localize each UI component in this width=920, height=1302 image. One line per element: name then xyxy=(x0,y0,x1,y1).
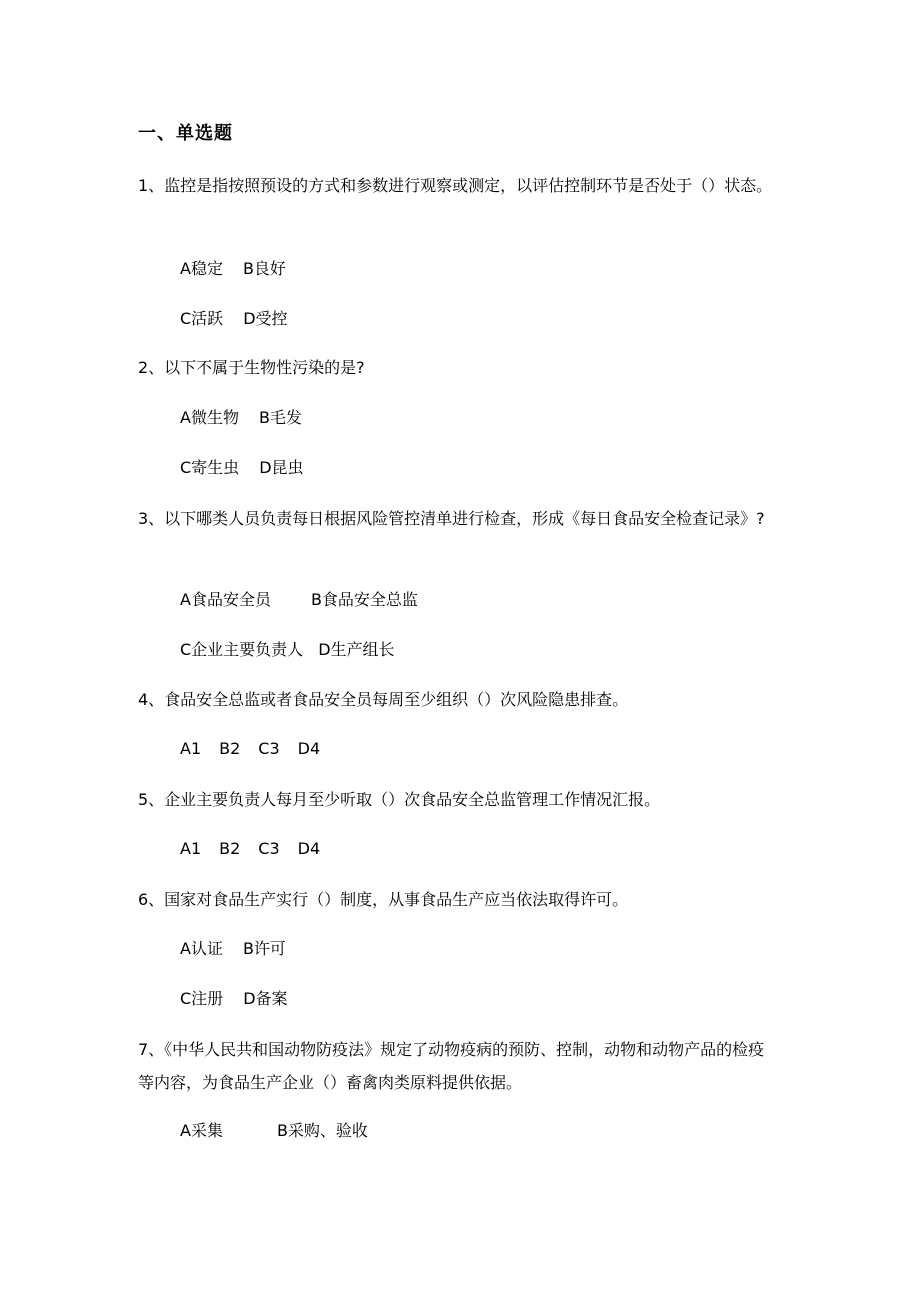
question-3-options-row-1 xyxy=(180,589,418,611)
option-d: D4 xyxy=(297,839,321,858)
question-6-options-row-2 xyxy=(180,988,288,1010)
question-6-stem: 6、国家对食品生产实行（）制度，从事食品生产应当依法取得许可。 xyxy=(138,890,629,909)
option-a: A1 xyxy=(180,839,202,858)
question-6-options-row-1 xyxy=(180,938,286,960)
question-2-options-row-2 xyxy=(180,457,304,479)
section-title: 一、单选题 xyxy=(138,123,233,144)
option-c: C3 xyxy=(258,739,280,758)
option-c: C活跃 xyxy=(180,309,224,328)
option-d: D备案 xyxy=(243,989,288,1008)
option-c: C注册 xyxy=(180,989,224,1008)
option-a: A食品安全员 xyxy=(180,590,271,609)
question-7-options xyxy=(180,1120,368,1142)
question-2-stem: 2、以下不属于生物性污染的是? xyxy=(138,358,365,377)
option-a: A微生物 xyxy=(180,408,239,427)
option-b: B2 xyxy=(219,739,241,758)
option-a: A1 xyxy=(180,739,202,758)
option-d: D昆虫 xyxy=(259,458,304,477)
option-b: B2 xyxy=(219,839,241,858)
option-d: D生产组长 xyxy=(318,640,395,659)
option-b: B良好 xyxy=(242,259,286,278)
option-d: D4 xyxy=(297,739,321,758)
question-4-options xyxy=(180,738,320,760)
question-1-options-row-2 xyxy=(180,308,288,330)
option-b: B食品安全总监 xyxy=(310,590,418,609)
question-3-stem: 3、以下哪类人员负责每日根据风险管控清单进行检查，形成《每日食品安全检查记录》? xyxy=(138,509,765,528)
question-4-stem: 4、食品安全总监或者食品安全员每周至少组织（）次风险隐患排查。 xyxy=(138,690,629,709)
option-a: A采集 xyxy=(180,1121,223,1140)
question-3-options-row-2 xyxy=(180,639,395,661)
option-d: D受控 xyxy=(243,309,288,328)
question-1-options-row-1 xyxy=(180,258,286,280)
question-5-stem: 5、企业主要负责人每月至少听取（）次食品安全总监管理工作情况汇报。 xyxy=(138,790,661,809)
question-7-stem: 7、《中华人民共和国动物防疫法》规定了动物疫病的预防、控制，动物和动物产品的检疫等内容，为食品生产企业（）畜禽肉类原料提供依据。 xyxy=(138,1040,765,1092)
question-1-stem: 1、监控是指按照预设的方式和参数进行观察或测定，以评估控制环节是否处于（）状态。 xyxy=(138,176,773,195)
option-c: C寄生虫 xyxy=(180,458,240,477)
option-a: A稳定 xyxy=(180,259,223,278)
option-b: B许可 xyxy=(242,939,286,958)
question-2-options-row-1 xyxy=(180,407,302,429)
question-5-options xyxy=(180,838,320,860)
option-b: B毛发 xyxy=(258,408,302,427)
option-c: C3 xyxy=(258,839,280,858)
option-b: B采购、验收 xyxy=(276,1121,368,1140)
option-c: C企业主要负责人 xyxy=(180,640,304,659)
option-a: A认证 xyxy=(180,939,223,958)
